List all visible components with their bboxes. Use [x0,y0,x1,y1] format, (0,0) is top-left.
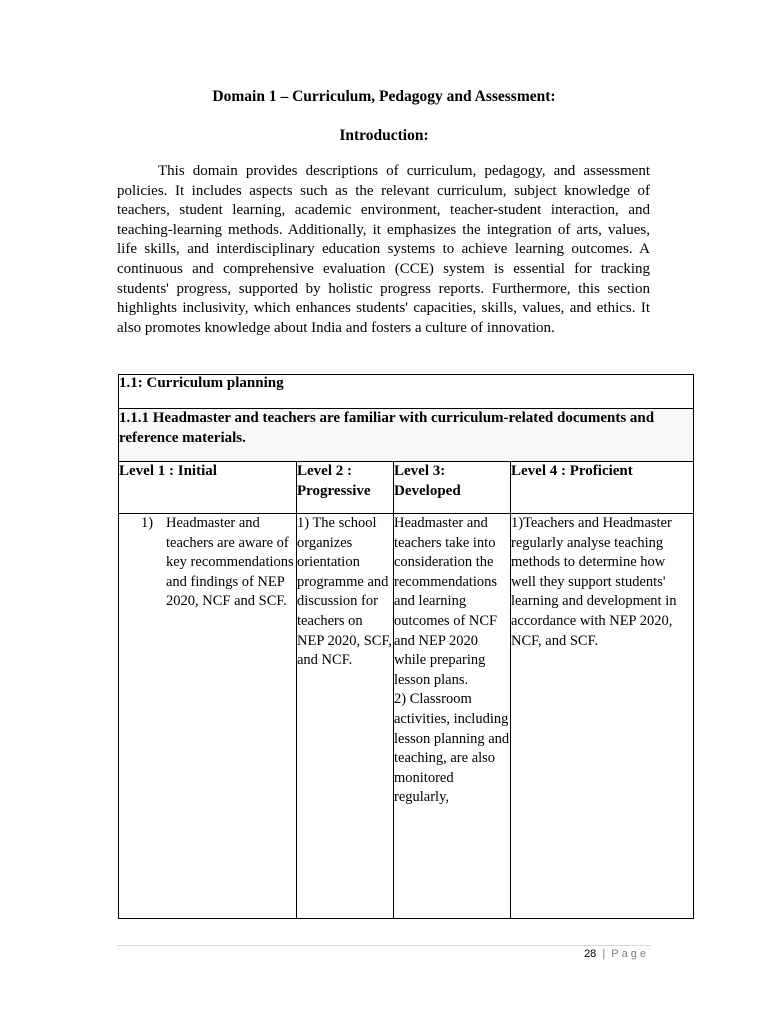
header-level-2: Level 2 : Progressive [297,462,394,514]
level-header-row [119,462,694,514]
page-footer [584,948,649,960]
header-level-1: Level 1 : Initial [119,462,297,514]
rubric-table-container [118,374,693,919]
page-label: Page [611,948,649,960]
rubric-table [118,374,694,919]
level-1-item [119,514,296,612]
level-1-item-number: 1) [141,515,154,531]
intro-heading: Introduction: [339,127,429,144]
footer-divider [117,945,651,946]
footer-separator: | [602,948,606,960]
level-2-cell [297,514,394,919]
level-3-cell [394,514,511,919]
level-1-cell [119,514,297,919]
page-title: Domain 1 – Curriculum, Pedagogy and Assessment: [212,88,556,105]
header-level-4: Level 4 : Proficient [511,462,694,514]
indicator-text: 1.1.1 Headmaster and teachers are familiar with curriculum-related documents and reference materials. [119,409,694,462]
header-level-3: Level 3: Developed [394,462,511,514]
section-row [119,375,694,409]
page-number: 28 [584,948,597,960]
level-4-text: 1)Teachers and Headmaster regularly analyse teaching methods to determine how well they support students' learning and development in accordance with NEP 2020, NCF, and SCF. [511,515,677,649]
level-2-text: 1) The school organizes orientation programme and discussion for teachers on NEP 2020, SCF, and NCF. [297,515,392,669]
level-3-text-1: Headmaster and teachers take into consideration the recommendations and learning outcomes of NCF and NEP 2020 while preparing lesson plans. [394,515,498,688]
intro-paragraph: This domain provides descriptions of curriculum, pedagogy, and assessment policies. It includes aspects such as the relevant curriculum, subject knowledge of teachers, student learning, academic environment, teacher-student interaction, and teaching-learning methods. Additionally, it emphasizes the integration of arts, values, life skills, and interdisciplinary education systems to achieve learning outcomes. A continuous and comprehensive evaluation (CCE) system is essential for tracking students' progress, supported by holistic progress reports. Furthermore, this section highlights inclusivity, which enhances students' capacities, skills, values, and ethics. It also promotes knowledge about India and fosters a culture of innovation. [117,163,650,336]
indicator-row [119,409,694,462]
level-1-item-text: Headmaster and teachers are aware of key recommendations and findings of NEP 2020, NCF and SCF. [166,515,294,610]
level-descriptor-row [119,514,694,919]
level-4-cell [511,514,694,919]
section-heading: 1.1: Curriculum planning [119,375,694,409]
level-3-text-2: 2) Classroom activities, including lesson planning and teaching, are also monitored regularly, [394,691,510,806]
